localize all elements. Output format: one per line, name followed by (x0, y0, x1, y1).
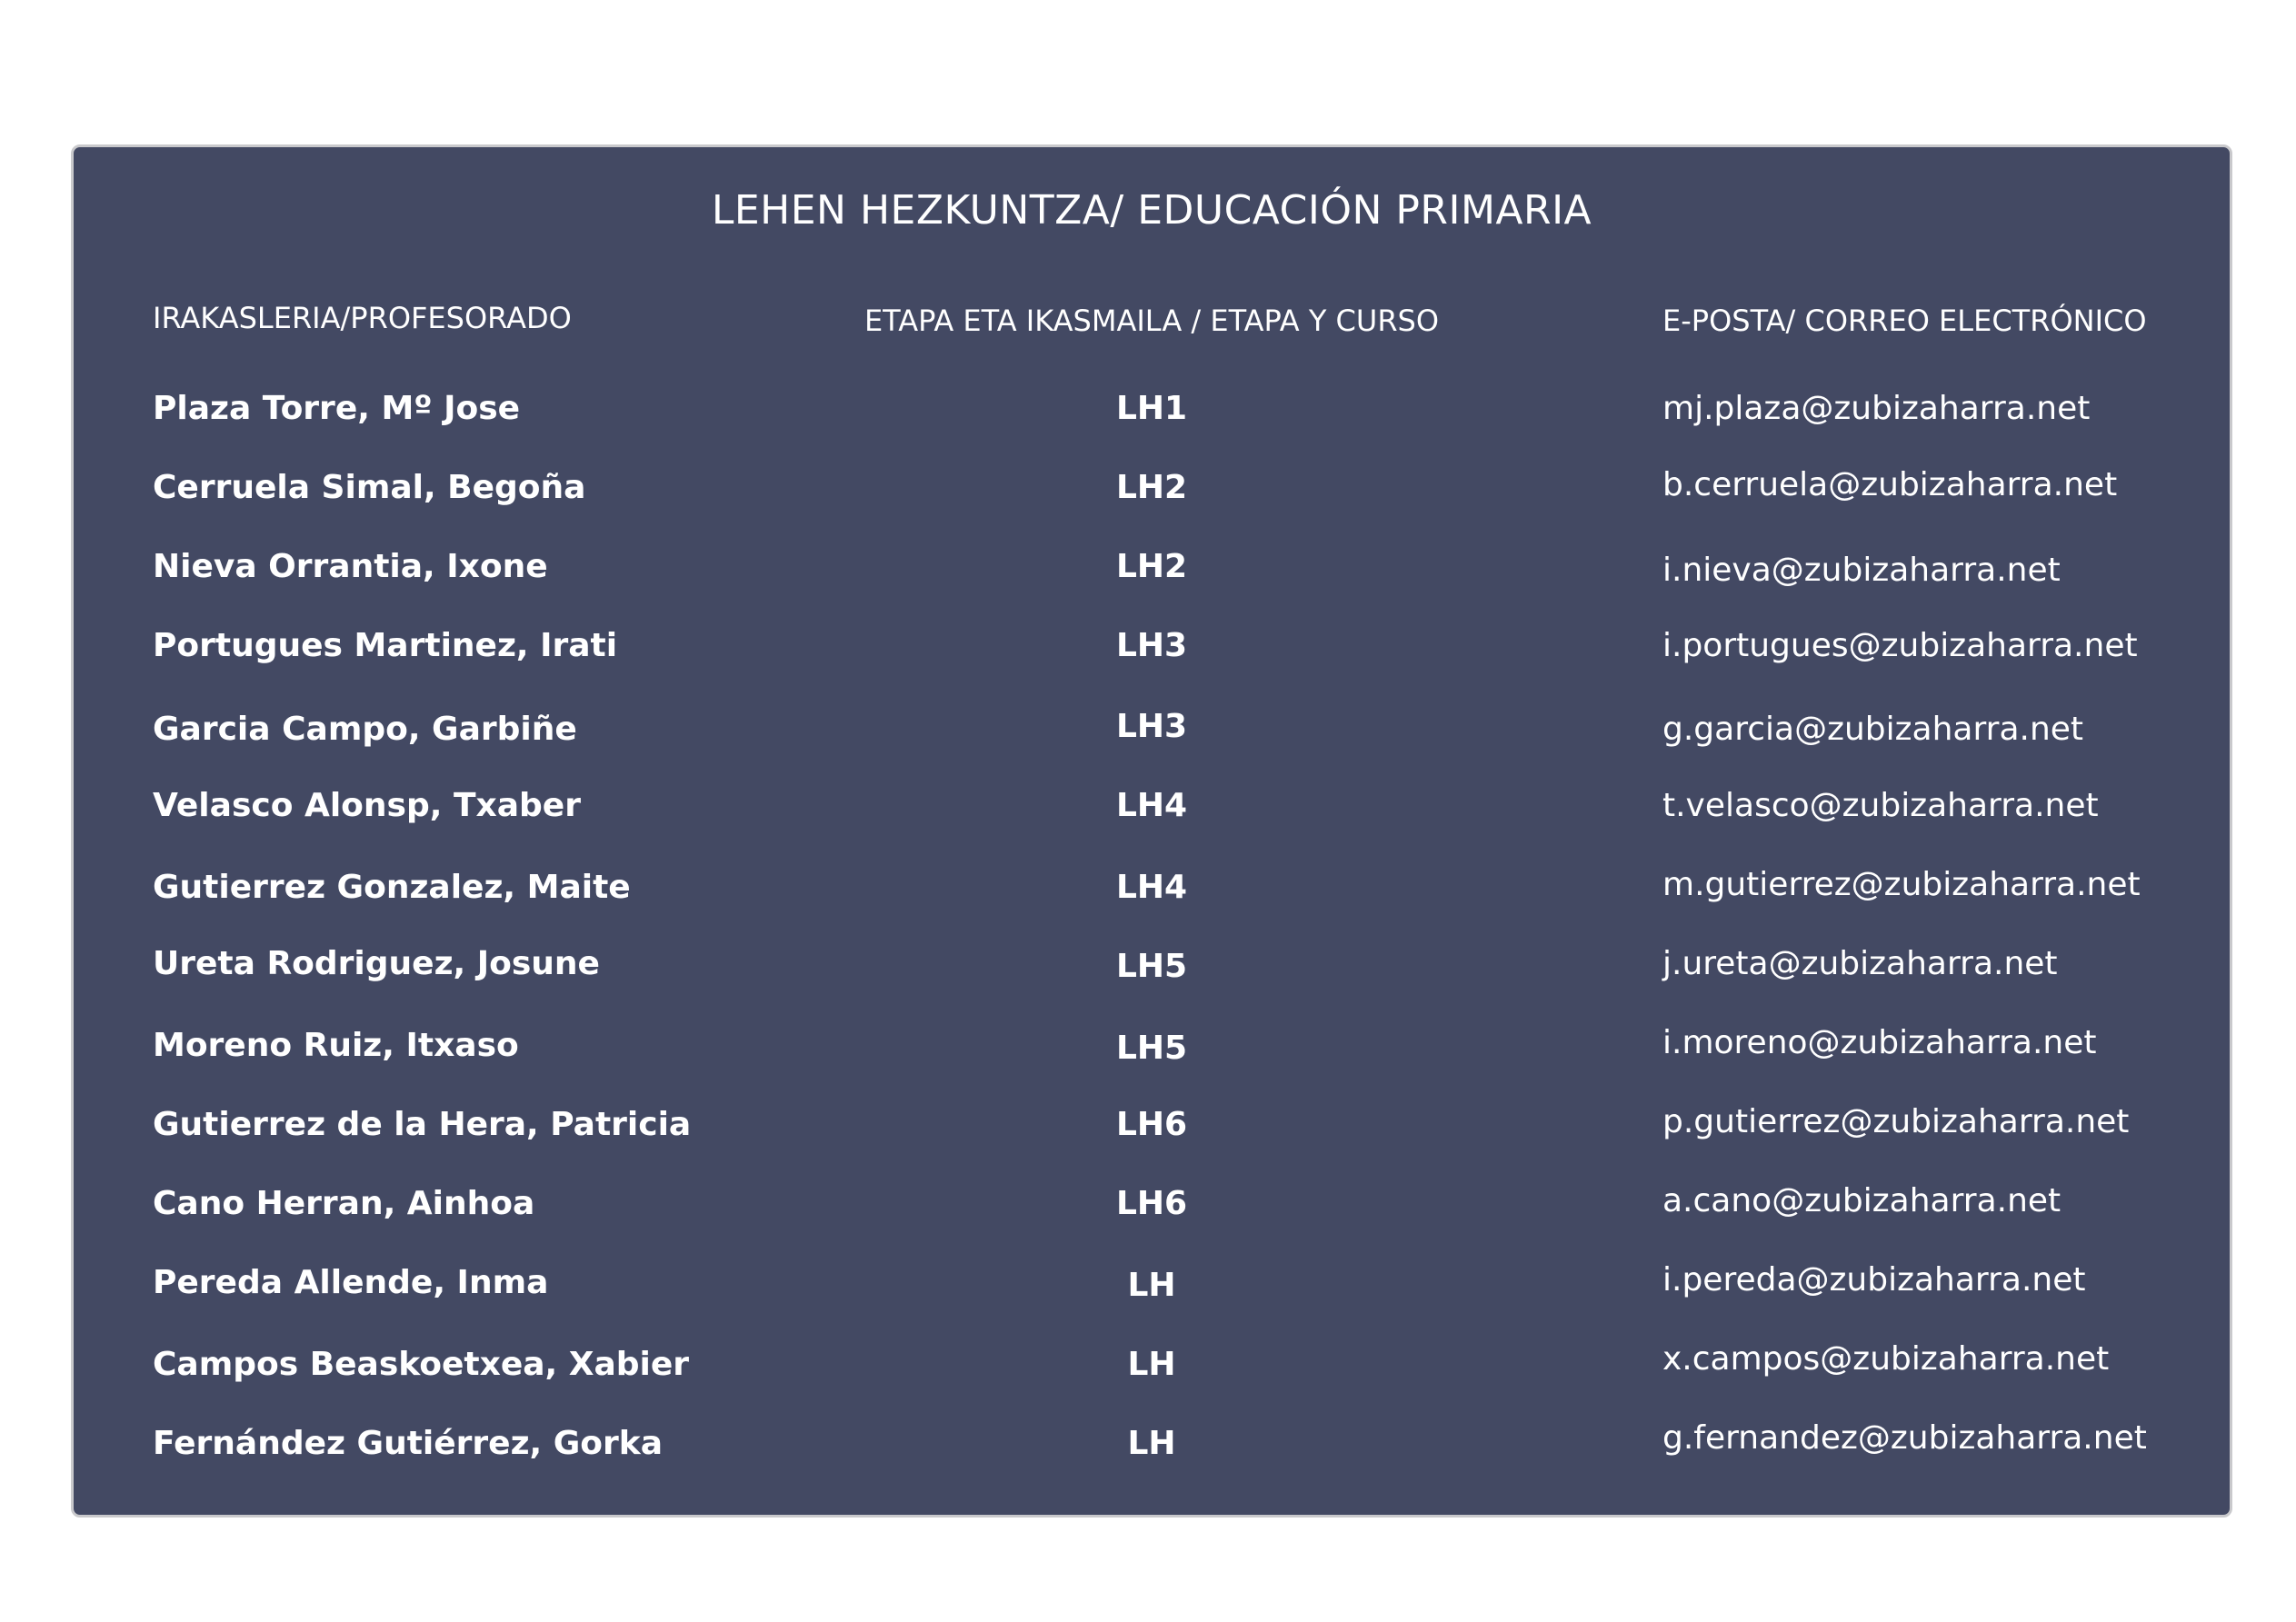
table-row-name: Plaza Torre, Mº Jose (153, 390, 521, 427)
table-row-email[interactable]: i.pereda@zubizaharra.net (1662, 1261, 2086, 1299)
table-row-email[interactable]: i.portugues@zubizaharra.net (1662, 627, 2138, 664)
table-row-name: Cerruela Simal, Begoña (153, 469, 586, 506)
table-row-email[interactable]: i.nieva@zubizaharra.net (1662, 552, 2061, 589)
table-row-name: Portugues Martinez, Irati (153, 627, 618, 664)
course-label: LH5 (1115, 1030, 1188, 1067)
table-row-email[interactable]: p.gutierrez@zubizaharra.net (1662, 1103, 2130, 1140)
course-label: LH (1127, 1267, 1176, 1304)
table-row-email[interactable]: g.fernandez@zubizaharra.net (1662, 1419, 2147, 1457)
course-label: LH3 (1115, 627, 1188, 664)
course-label: LH4 (1115, 787, 1188, 824)
table-row-email[interactable]: x.campos@zubizaharra.net (1662, 1340, 2110, 1378)
course-label: LH5 (1115, 948, 1188, 985)
course-label: LH3 (1115, 708, 1188, 745)
course-label: LH (1127, 1346, 1176, 1383)
course-label: LH6 (1115, 1106, 1188, 1143)
table-row-name: Gutierrez Gonzalez, Maite (153, 869, 631, 906)
table-row-name: Campos Beaskoetxea, Xabier (153, 1346, 690, 1383)
table-row-name: Fernández Gutiérrez, Gorka (153, 1425, 664, 1462)
course-label: LH (1127, 1425, 1176, 1462)
table-row-email[interactable]: b.cerruela@zubizaharra.net (1662, 466, 2118, 503)
course-label: LH6 (1115, 1185, 1188, 1222)
table-row-name: Pereda Allende, Inma (153, 1264, 549, 1301)
table-row-name: Garcia Campo, Garbiñe (153, 711, 577, 748)
course-label: LH1 (1115, 390, 1188, 427)
table-row-name: Moreno Ruiz, Itxaso (153, 1027, 519, 1064)
table-row-email[interactable]: m.gutierrez@zubizaharra.net (1662, 866, 2141, 903)
table-row-email[interactable]: a.cano@zubizaharra.net (1662, 1182, 2061, 1219)
table-row-email[interactable]: t.velasco@zubizaharra.net (1662, 787, 2099, 824)
table-row-name: Cano Herran, Ainhoa (153, 1185, 535, 1222)
staff-directory-panel (71, 144, 2232, 1518)
course-label: LH4 (1115, 869, 1188, 906)
table-row-email[interactable]: i.moreno@zubizaharra.net (1662, 1024, 2097, 1061)
course-label: LH2 (1115, 469, 1188, 506)
table-row-name: Ureta Rodriguez, Josune (153, 945, 600, 982)
table-row-name: Velasco Alonsp, Txaber (153, 787, 581, 824)
course-label: LH2 (1115, 548, 1188, 585)
table-row-name: Nieva Orrantia, Ixone (153, 548, 548, 585)
table-row-email[interactable]: g.garcia@zubizaharra.net (1662, 711, 2084, 748)
header-email: E-POSTA/ CORREO ELECTRÓNICO (1662, 304, 2147, 338)
header-course-label: ETAPA ETA IKASMAILA / ETAPA Y CURSO (863, 304, 1440, 338)
table-row-email[interactable]: j.ureta@zubizaharra.net (1662, 945, 2058, 982)
table-row-email[interactable]: mj.plaza@zubizaharra.net (1662, 390, 2091, 427)
header-teacher: IRAKASLERIA/PROFESORADO (153, 301, 572, 335)
page-title: LEHEN HEZKUNTZA/ EDUCACIÓN PRIMARIA (711, 187, 1592, 234)
table-row-name: Gutierrez de la Hera, Patricia (153, 1106, 692, 1143)
